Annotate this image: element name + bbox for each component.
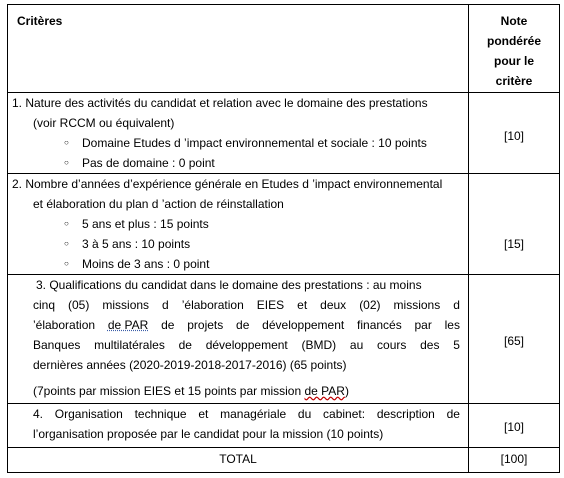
word: développement bbox=[262, 318, 345, 332]
word: par bbox=[414, 318, 432, 332]
word: missions bbox=[393, 298, 441, 312]
word: du bbox=[297, 407, 312, 421]
note-text: (7points par mission EIES et 15 points par mission bbox=[33, 384, 305, 398]
word: (05) bbox=[68, 298, 90, 312]
section2-bullet: 5 ans et plus : 15 points bbox=[82, 217, 209, 231]
section1-line: 1. Nature des activités du candidat et relation avec le domaine des prestations bbox=[12, 96, 428, 110]
bullet-icon: ○ bbox=[64, 158, 69, 167]
word: de bbox=[178, 338, 192, 352]
word: des bbox=[420, 338, 440, 352]
section2-score: [15] bbox=[503, 237, 524, 251]
word: d bbox=[162, 298, 169, 312]
bullet-icon: ○ bbox=[64, 219, 69, 228]
score-header-line: pour le bbox=[493, 54, 534, 68]
word: Organisation bbox=[54, 407, 123, 421]
word: 5 bbox=[453, 338, 460, 352]
section3-line bbox=[33, 295, 460, 315]
score-header-line: Note bbox=[500, 14, 528, 28]
word: description bbox=[376, 407, 435, 421]
word: et bbox=[198, 407, 209, 421]
word: managériale bbox=[220, 407, 287, 421]
bullet-icon: ○ bbox=[64, 239, 69, 248]
word: multilatérales bbox=[94, 338, 165, 352]
word: (02) bbox=[359, 298, 381, 312]
evaluation-criteria-table bbox=[7, 4, 560, 473]
word: financés bbox=[357, 318, 402, 332]
section3-note bbox=[33, 381, 349, 401]
word: missions bbox=[102, 298, 150, 312]
word: ’élaboration bbox=[181, 298, 244, 312]
word: cabinet: bbox=[323, 407, 366, 421]
section4-line: l’organisation proposée par le candidat pour la mission (10 points) bbox=[33, 427, 384, 441]
word: de bbox=[446, 407, 460, 421]
total-label: TOTAL bbox=[219, 452, 257, 466]
section1-bullet: Domaine Etudes d ’impact environnemental et sociale : 10 points bbox=[82, 136, 427, 150]
word: cours bbox=[377, 338, 407, 352]
criteria-header: Critères bbox=[17, 14, 63, 28]
total-score: [100] bbox=[500, 452, 528, 466]
word: Banques bbox=[33, 338, 81, 352]
section2-line: et élaboration du plan d ’action de réinstallation bbox=[33, 197, 284, 211]
word: cinq bbox=[33, 298, 56, 312]
word: deux bbox=[320, 298, 347, 312]
section3-score: [65] bbox=[503, 334, 524, 348]
word: de bbox=[161, 318, 175, 332]
word: développement bbox=[205, 338, 288, 352]
word: les bbox=[444, 318, 460, 332]
word: et bbox=[297, 298, 308, 312]
word: EIES bbox=[256, 298, 285, 312]
score-header-line: critère bbox=[495, 74, 533, 88]
section4-score: [10] bbox=[503, 420, 524, 434]
word: d bbox=[453, 298, 460, 312]
word: (BMD) bbox=[301, 338, 337, 352]
word: au bbox=[349, 338, 364, 352]
section4-line bbox=[33, 404, 460, 424]
word: projets bbox=[187, 318, 224, 332]
word: 4. bbox=[33, 407, 44, 421]
score-header-line: pondérée bbox=[486, 34, 541, 48]
section3-line: 3. Qualifications du candidat dans le domaine des prestations : au moins bbox=[36, 278, 422, 292]
section3-line: dernières années (2020-2019-2018-2017-2016) (65 points) bbox=[33, 358, 347, 372]
row-divider bbox=[8, 447, 559, 448]
section3-line bbox=[33, 335, 460, 355]
note-text: ) bbox=[344, 384, 349, 398]
word: technique bbox=[134, 407, 187, 421]
section1-line: (voir RCCM ou équivalent) bbox=[33, 116, 175, 130]
bullet-icon: ○ bbox=[64, 259, 69, 268]
word: de bbox=[236, 318, 250, 332]
section2-line: 2. Nombre d’années d’expérience générale en Etudes d ’impact environnemental bbox=[12, 177, 443, 191]
word: ’élaboration bbox=[33, 318, 96, 332]
section2-bullet: Moins de 3 ans : 0 point bbox=[82, 257, 210, 271]
note-text: de PAR bbox=[304, 384, 345, 398]
section1-bullet: Pas de domaine : 0 point bbox=[82, 156, 215, 170]
bullet-icon: ○ bbox=[64, 138, 69, 147]
section2-bullet: 3 à 5 ans : 10 points bbox=[82, 237, 191, 251]
section3-line bbox=[33, 315, 460, 335]
section1-score: [10] bbox=[503, 129, 524, 143]
score-header bbox=[469, 11, 559, 91]
word: de PAR bbox=[107, 318, 149, 332]
